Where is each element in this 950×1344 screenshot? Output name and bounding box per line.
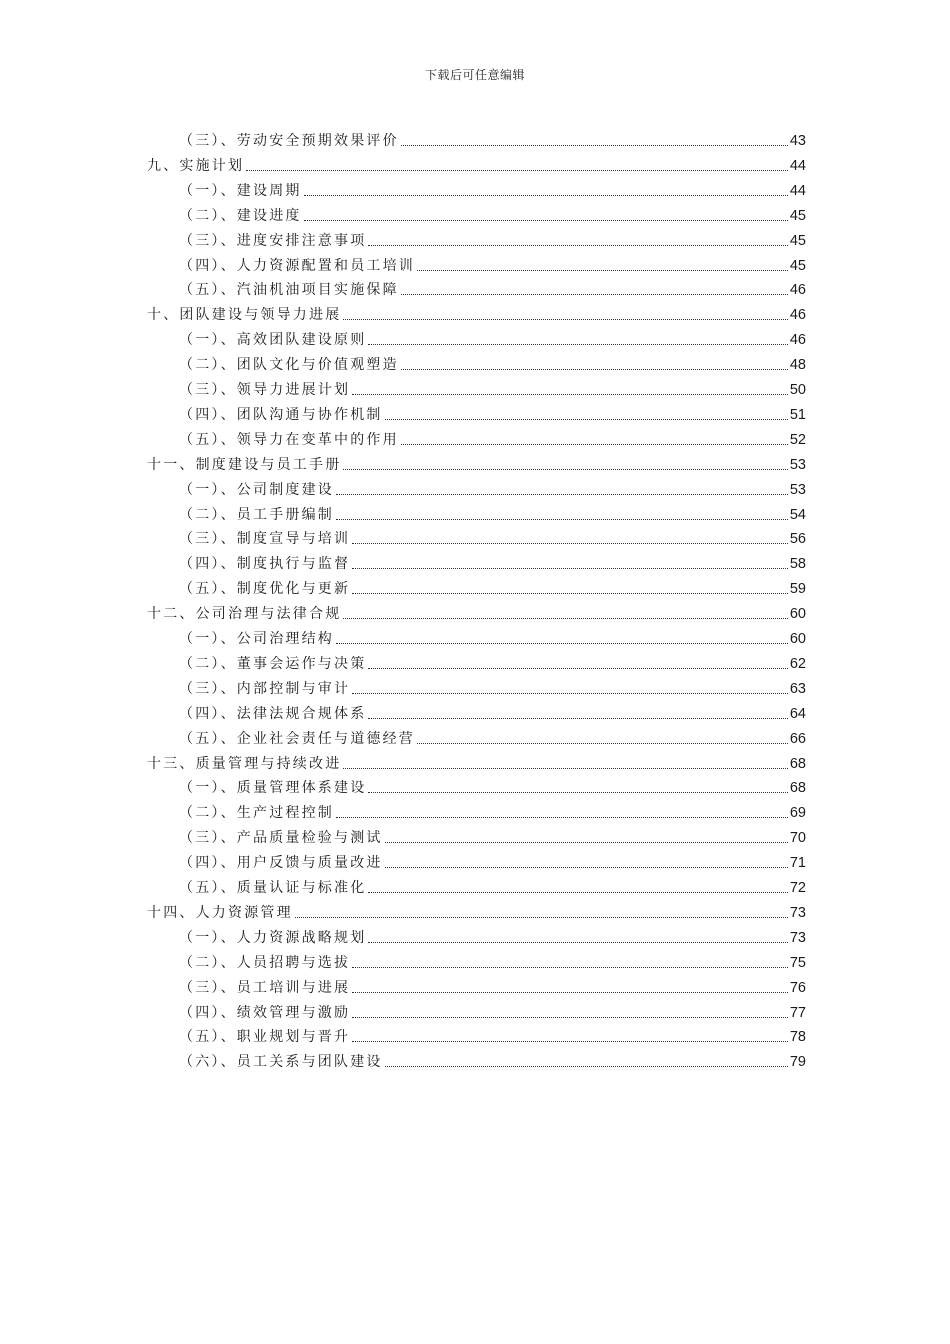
toc-page-number: 59 bbox=[789, 581, 806, 598]
toc-page-number: 69 bbox=[789, 805, 806, 822]
toc-page-number: 63 bbox=[789, 680, 806, 697]
toc-dot-leader bbox=[401, 369, 788, 370]
toc-dot-leader bbox=[352, 967, 788, 968]
toc-dot-leader bbox=[343, 319, 787, 320]
toc-page-number: 54 bbox=[789, 506, 806, 523]
toc-page-number: 53 bbox=[789, 481, 806, 498]
toc-dot-leader bbox=[385, 842, 788, 843]
toc-section-entry[interactable] bbox=[179, 972, 806, 997]
toc-entry-label: 十三、质量管理与持续改进 bbox=[147, 755, 342, 772]
toc-section-entry[interactable] bbox=[179, 474, 806, 499]
toc-section-entry[interactable] bbox=[179, 349, 806, 374]
toc-entry-label: （四）、用户反馈与质量改进 bbox=[179, 855, 383, 872]
toc-chapter-entry[interactable] bbox=[147, 150, 806, 175]
toc-page-number: 50 bbox=[789, 382, 806, 398]
toc-page-number: 44 bbox=[789, 182, 806, 199]
toc-entry-label: （四）、团队沟通与协作机制 bbox=[179, 406, 383, 423]
toc-entry-label: （四）、人力资源配置和员工培训 bbox=[179, 257, 415, 274]
toc-entry-label: （二）、团队文化与价值观塑造 bbox=[179, 357, 399, 374]
toc-entry-label: （三）、进度安排注意事项 bbox=[179, 232, 367, 249]
toc-dot-leader bbox=[352, 394, 788, 395]
toc-section-entry[interactable] bbox=[179, 175, 806, 200]
toc-page-number: 43 bbox=[789, 133, 806, 149]
toc-section-entry[interactable] bbox=[179, 274, 806, 299]
toc-page-number: 75 bbox=[789, 954, 806, 971]
toc-entry-label: （四）、法律法规合规体系 bbox=[179, 705, 367, 722]
toc-section-entry[interactable] bbox=[179, 1021, 806, 1046]
toc-page-number: 56 bbox=[789, 531, 806, 548]
toc-page-number: 51 bbox=[789, 406, 806, 423]
toc-section-entry[interactable] bbox=[179, 399, 806, 424]
toc-section-entry[interactable] bbox=[179, 797, 806, 822]
toc-entry-label: 九、实施计划 bbox=[147, 157, 245, 174]
toc-dot-leader bbox=[401, 145, 788, 146]
toc-page-number: 68 bbox=[789, 780, 806, 797]
toc-section-entry[interactable] bbox=[179, 374, 806, 399]
toc-dot-leader bbox=[368, 942, 787, 943]
toc-page-number: 66 bbox=[789, 730, 806, 747]
toc-page-number: 73 bbox=[789, 929, 806, 946]
toc-dot-leader bbox=[336, 494, 788, 495]
toc-dot-leader bbox=[352, 593, 788, 594]
toc-page-number: 72 bbox=[789, 880, 806, 896]
toc-entry-label: （二）、董事会运作与决策 bbox=[179, 655, 367, 672]
toc-entry-label: 十一、制度建设与员工手册 bbox=[147, 456, 342, 473]
toc-section-entry[interactable] bbox=[179, 225, 806, 250]
toc-page-number: 44 bbox=[789, 157, 806, 174]
toc-entry-label: （三）、制度宣导与培训 bbox=[179, 531, 351, 548]
toc-dot-leader bbox=[385, 867, 788, 868]
toc-entry-label: （一）、公司制度建设 bbox=[179, 481, 334, 498]
toc-entry-label: （五）、制度优化与更新 bbox=[179, 581, 351, 598]
toc-section-entry[interactable] bbox=[179, 573, 806, 598]
toc-dot-leader bbox=[352, 1017, 788, 1018]
toc-dot-leader bbox=[368, 718, 787, 719]
toc-page-number: 46 bbox=[789, 282, 806, 299]
toc-section-entry[interactable] bbox=[179, 673, 806, 698]
toc-entry-label: （三）、产品质量检验与测试 bbox=[179, 830, 383, 847]
toc-dot-leader bbox=[343, 618, 787, 619]
toc-page-number: 73 bbox=[789, 904, 806, 921]
toc-page-number: 62 bbox=[789, 655, 806, 672]
toc-section-entry[interactable] bbox=[179, 523, 806, 548]
toc-entry-label: （五）、企业社会责任与道德经营 bbox=[179, 730, 415, 747]
toc-entry-label: （五）、领导力在变革中的作用 bbox=[179, 431, 399, 448]
toc-section-entry[interactable] bbox=[179, 499, 806, 524]
toc-entry-label: 十四、人力资源管理 bbox=[147, 904, 293, 921]
toc-section-entry[interactable] bbox=[179, 997, 806, 1022]
toc-dot-leader bbox=[352, 543, 788, 544]
toc-dot-leader bbox=[336, 519, 788, 520]
toc-dot-leader bbox=[417, 743, 788, 744]
toc-page-number: 60 bbox=[789, 631, 806, 647]
toc-entry-label: （五）、汽油机油项目实施保障 bbox=[179, 282, 399, 299]
toc-entry-label: （一）、人力资源战略规划 bbox=[179, 929, 367, 946]
toc-entry-label: （六）、员工关系与团队建设 bbox=[179, 1054, 383, 1071]
toc-page-number: 70 bbox=[789, 830, 806, 847]
toc-dot-leader bbox=[336, 817, 788, 818]
toc-dot-leader bbox=[343, 768, 787, 769]
toc-entry-label: （二）、人员招聘与选拔 bbox=[179, 954, 351, 971]
toc-entry-label: （三）、领导力进展计划 bbox=[179, 382, 351, 398]
toc-dot-leader bbox=[385, 1066, 788, 1067]
toc-section-entry[interactable] bbox=[179, 723, 806, 748]
toc-page-number: 58 bbox=[789, 556, 806, 573]
toc-entry-label: （五）、质量认证与标准化 bbox=[179, 880, 367, 896]
toc-dot-leader bbox=[246, 170, 788, 171]
toc-chapter-entry[interactable] bbox=[147, 449, 806, 474]
toc-dot-leader bbox=[368, 892, 787, 893]
toc-page-number: 78 bbox=[789, 1029, 806, 1046]
toc-entry-label: （五）、职业规划与晋升 bbox=[179, 1029, 351, 1046]
toc-dot-leader bbox=[352, 568, 788, 569]
toc-entry-label: （一）、公司治理结构 bbox=[179, 631, 334, 647]
toc-chapter-entry[interactable] bbox=[147, 598, 806, 623]
toc-dot-leader bbox=[304, 195, 788, 196]
toc-dot-leader bbox=[368, 344, 787, 345]
toc-entry-label: （四）、绩效管理与激励 bbox=[179, 1004, 351, 1021]
toc-page-number: 46 bbox=[789, 307, 806, 324]
toc-chapter-entry[interactable] bbox=[147, 299, 806, 324]
toc-page-number: 53 bbox=[789, 456, 806, 473]
toc-dot-leader bbox=[417, 270, 788, 271]
toc-entry-label: （三）、员工培训与进展 bbox=[179, 979, 351, 996]
toc-page-number: 45 bbox=[789, 257, 806, 274]
toc-section-entry[interactable] bbox=[179, 548, 806, 573]
toc-entry-label: （二）、生产过程控制 bbox=[179, 805, 334, 822]
toc-dot-leader bbox=[343, 469, 787, 470]
toc-dot-leader bbox=[304, 220, 788, 221]
toc-page-number: 68 bbox=[789, 755, 806, 772]
toc-section-entry[interactable] bbox=[179, 250, 806, 275]
toc-dot-leader bbox=[368, 792, 787, 793]
toc-dot-leader bbox=[368, 245, 787, 246]
toc-page-number: 77 bbox=[789, 1004, 806, 1021]
toc-chapter-entry[interactable] bbox=[147, 897, 806, 922]
toc-page-number: 46 bbox=[789, 332, 806, 349]
toc-page-number: 52 bbox=[789, 431, 806, 448]
toc-dot-leader bbox=[352, 693, 788, 694]
toc-section-entry[interactable] bbox=[179, 947, 806, 972]
toc-dot-leader bbox=[352, 992, 788, 993]
toc-page-number: 60 bbox=[789, 606, 806, 623]
toc-page-number: 45 bbox=[789, 232, 806, 249]
toc-page-number: 45 bbox=[789, 207, 806, 224]
toc-entry-label: （一）、质量管理体系建设 bbox=[179, 780, 367, 797]
toc-section-entry[interactable] bbox=[179, 424, 806, 449]
toc-page-number: 64 bbox=[789, 705, 806, 722]
toc-entry-label: （一）、高效团队建设原则 bbox=[179, 332, 367, 349]
toc-section-entry[interactable] bbox=[179, 922, 806, 947]
toc-section-entry[interactable] bbox=[179, 200, 806, 225]
toc-page-number: 76 bbox=[789, 979, 806, 996]
toc-section-entry[interactable] bbox=[179, 623, 806, 648]
toc-entry-label: 十、团队建设与领导力进展 bbox=[147, 307, 342, 324]
toc-dot-leader bbox=[385, 419, 788, 420]
toc-section-entry[interactable] bbox=[179, 698, 806, 723]
toc-entry-label: （二）、员工手册编制 bbox=[179, 506, 334, 523]
toc-entry-label: （二）、建设进度 bbox=[179, 207, 302, 224]
toc-section-entry[interactable] bbox=[179, 872, 806, 897]
toc-dot-leader bbox=[295, 917, 788, 918]
toc-chapter-entry[interactable] bbox=[147, 748, 806, 773]
toc-dot-leader bbox=[401, 444, 788, 445]
toc-entry-label: （四）、制度执行与监督 bbox=[179, 556, 351, 573]
toc-section-entry[interactable] bbox=[179, 1046, 806, 1071]
toc-page-number: 79 bbox=[789, 1054, 806, 1071]
toc-page-number: 48 bbox=[789, 357, 806, 374]
toc-section-entry[interactable] bbox=[179, 324, 806, 349]
toc-entry-label: （三）、劳动安全预期效果评价 bbox=[179, 133, 399, 149]
toc-section-entry[interactable] bbox=[179, 772, 806, 797]
toc-dot-leader bbox=[401, 294, 788, 295]
toc-section-entry[interactable] bbox=[179, 847, 806, 872]
toc-entry-label: （三）、内部控制与审计 bbox=[179, 680, 351, 697]
toc-section-entry[interactable] bbox=[179, 822, 806, 847]
toc-section-entry[interactable] bbox=[179, 648, 806, 673]
toc-dot-leader bbox=[352, 1041, 788, 1042]
toc-entry-label: 十二、公司治理与法律合规 bbox=[147, 606, 342, 623]
toc-dot-leader bbox=[368, 668, 787, 669]
toc-section-entry[interactable] bbox=[179, 125, 806, 150]
toc-dot-leader bbox=[336, 643, 788, 644]
page-header: 下载后可任意编辑 bbox=[424, 68, 525, 82]
toc-entry-label: （一）、建设周期 bbox=[179, 182, 302, 199]
toc-page-number: 71 bbox=[789, 855, 806, 872]
